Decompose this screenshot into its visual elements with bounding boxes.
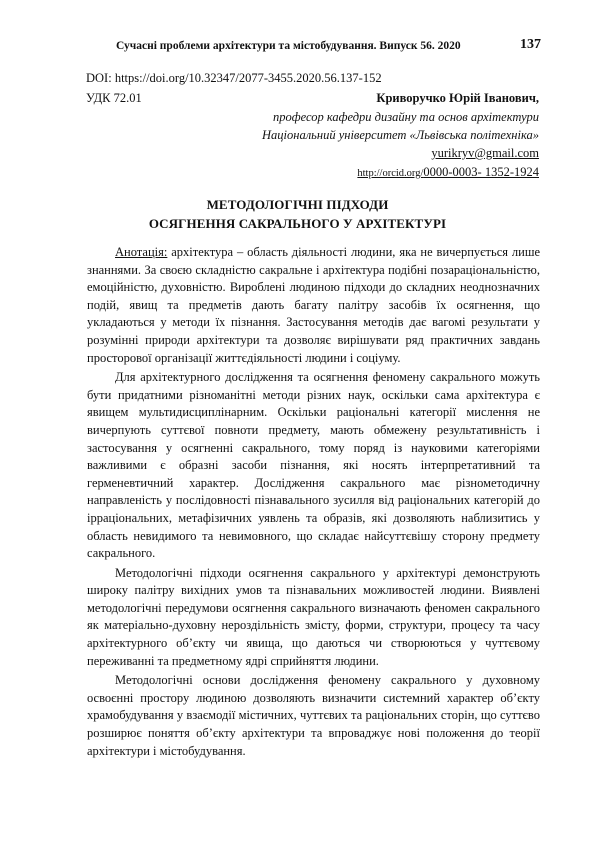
abstract-paragraph-1-text: архітектура – область діяльності людини, яка не вичерпується лише знаннями. За своєю складністю сакральне і архітектура подібні позараціональністю, емоційністю, духовністю. Вироблені людиною підходи до складних неоднозначних подій, явищ та предметів дають багату палітру засобів їх осягнення, що укладаються у методи їх пізнання. Застосування методів дає вагомі результати у розумінні природи архітектури та дозволяє вирішувати ряд практичних завдань просторової організації життєдіяльності людини і соціуму. <box>87 245 540 365</box>
doi-line[interactable]: DOI: https://doi.org/10.32347/2077-3455.2020.56.137-152 <box>86 71 382 85</box>
article-title-line-1: МЕТОДОЛОГІЧНІ ПІДХОДИ <box>206 197 389 212</box>
orcid-prefix: http://orcid.org/ <box>357 168 424 179</box>
author-email-link[interactable]: yurikryv@gmail.com <box>431 146 539 160</box>
orcid-id: 0000-0003- 1352-1924 <box>423 165 539 179</box>
abstract-label: Анотація: <box>115 245 168 259</box>
orcid-link[interactable] <box>357 165 539 180</box>
author-name: Криворучко Юрій Іванович, <box>376 91 539 105</box>
abstract-paragraph-3: Методологічні підходи осягнення сакрального у архітектурі демонструють широку палітру вихідних умов та пізнавальних можливостей людини. Виявлені методологічні передумови осягнення сакрального визначають феномен сакрального як матеріально-духовну нероздільність змісту, форми, структури, процесу та часу архітектурного об’єкту чи явища, що даються чи створюються у чуттєвому переживанні та предметному ядрі сприйняття людини. <box>87 565 540 668</box>
abstract-paragraph-2: Для архітектурного дослідження та осягнення феномену сакрального можуть бути придатними різноманітні методи різних наук, оскільки сама архітектура є явищем мультидисциплінарним. Оскільки раціональні категорії мислення не вичерпують суттєвої повноти предмету, мають обмежену результативність і застосування у осягненні сакрального, тому поряд із науковими категоріями важливими є образні засоби пізнання, які носять інтерпретативний та герменевтичний характер. Дослідження сакрального має різнометодичну направленість у послідовності пізнавального зусилля від раціональних категорій до ірраціональних, метафізичних уявлень та образів, які дозволяють наблизитись у область невидимого та невимовного, що складає найсуттєвішу сторону предмету сакрального. <box>87 370 540 561</box>
abstract-body <box>87 244 540 762</box>
article-title-line-2: ОСЯГНЕННЯ САКРАЛЬНОГО У АРХІТЕКТУРІ <box>148 216 447 231</box>
running-head: Сучасні проблеми архітектури та містобудування. Випуск 56. 2020 <box>116 40 461 52</box>
author-position: професор кафедри дизайну та основ архітектури <box>272 110 539 124</box>
abstract-paragraph-4: Методологічні основи дослідження феномену сакрального у духовному освоєнні простору людиною дозволяють визначити системний характер об’єкту храмобудування у взаємодії містичних, чуттєвих та раціональних сторін, що суттєво розширює поняття об’єкту архітектури та впроваджує нові положення до теорії архітектури і містобудування. <box>87 673 540 758</box>
author-institution: Національний університет «Львівська політехніка» <box>262 128 539 142</box>
udk-code: УДК 72.01 <box>86 91 142 105</box>
page-number: 137 <box>520 37 541 52</box>
abstract-paragraph-1 <box>87 244 540 367</box>
